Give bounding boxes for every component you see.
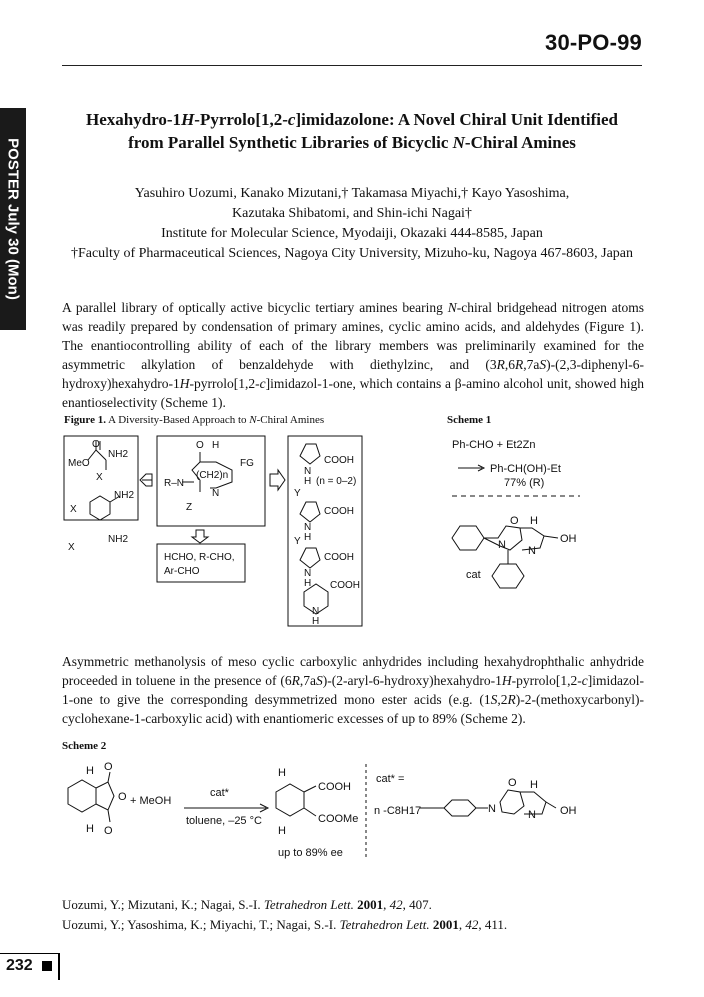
scheme1-h: H xyxy=(530,515,538,527)
cyc-n-4: N xyxy=(312,606,320,617)
figure-1-caption: Figure 1. A Diversity-Based Approach to N-Chiral Amines xyxy=(64,414,325,426)
scheme-2-label: Scheme 2 xyxy=(62,740,107,752)
cyc-cooh-1: COOH xyxy=(324,455,354,466)
aniline-nh2: NH2 xyxy=(114,490,135,501)
s2-cooh: COOH xyxy=(318,781,351,793)
s2-h-product-top: H xyxy=(278,767,286,779)
s2-h-cat: H xyxy=(530,779,538,791)
cyc-cooh-2: COOH xyxy=(324,506,354,517)
core-o: O xyxy=(196,440,204,451)
cyc-cooh-3: COOH xyxy=(324,552,354,563)
aniline-x: X xyxy=(70,504,77,515)
cyc-y-3: Y xyxy=(294,536,301,547)
paper-title xyxy=(40,108,664,154)
cyc-h-1: H xyxy=(304,476,312,487)
abstract-paragraph-2: Asymmetric methanolysis of meso cyclic carboxylic anhydrides including hexahydrophthalic anhydride proceeded in toluene in the presence of (6R,7aS)-(2-aryl-6-hydroxy)hexahydro-1H-pyrrolo[1,2-c]imidazol-1-one to give the corresponding desymmetrized mono ester acids (e.g. (1S,2R)-2-(methoxycarbonyl)-cyclohexane-1-carboxylic acid) with enantiomeric excesses of up to 89% (Scheme 2). xyxy=(62,654,644,726)
s2-h-bottom: H xyxy=(86,823,94,835)
session-sidebar xyxy=(0,108,26,330)
cyc-h-4: H xyxy=(312,616,320,627)
cyc-n-2: N xyxy=(304,522,312,533)
reference-item: Uozumi, Y.; Yasoshima, K.; Miyachi, T.; Nagai, S.-I. Tetrahedron Lett. 2001, 42, 411. xyxy=(62,917,508,932)
scheme1-product: Ph-CH(OH)-Et xyxy=(490,463,561,475)
figure-1-graphic xyxy=(0,430,704,630)
page-number: 232 xyxy=(6,957,33,974)
s2-coome: COOMe xyxy=(318,813,359,825)
cyc-y-2: Y xyxy=(294,488,301,499)
aa-nh2: NH2 xyxy=(108,449,129,460)
amine-nh2: NH2 xyxy=(108,534,129,545)
scheme-2-graphic xyxy=(0,752,704,872)
scheme1-reactants: Ph-CHO + Et2Zn xyxy=(452,439,536,451)
cyc-h-3: H xyxy=(304,578,312,589)
s2-cat-eq: cat* = xyxy=(376,773,405,785)
amine-x: X xyxy=(68,542,75,553)
s2-o-top: O xyxy=(104,761,113,773)
scheme1-oh: OH xyxy=(560,533,577,545)
cyc-n-range: (n = 0–2) xyxy=(316,476,357,487)
s2-n2: N xyxy=(528,809,536,821)
s2-o-ring: O xyxy=(118,791,127,803)
s2-h-product-bottom: H xyxy=(278,825,286,837)
core-h: H xyxy=(212,440,220,451)
core-fg: FG xyxy=(240,458,254,469)
author-line-1: Yasuhiro Uozumi, Kanako Mizutani,† Takamasa Miyachi,† Kayo Yasoshima, xyxy=(134,186,570,201)
s2-o-cat: O xyxy=(508,777,517,789)
cyc-n-3: N xyxy=(304,568,312,579)
s2-alkyl: n -C8H17 xyxy=(374,805,422,817)
abstract-paragraph-1: A parallel library of optically active bicyclic tertiary amines bearing N-chiral bridgehead nitrogen atoms was readily prepared by condensation of primary amines, cyclic amino acids, and aldehydes (Figure 1). The enantiocontrolling ability of each of the library members was preliminarily examined for the asymmetric alkylation of benzaldehyde with diethylzinc, and (3R,6R,7aS)-(2,3-diphenyl-6-hydroxy)hexahydro-1H-pyrrolo[1,2-c]imidazol-1-one, which contains a β-amino alcohol unit, showed high enantioselectivity (Scheme 1). xyxy=(62,300,644,410)
cyc-cooh-4: COOH xyxy=(330,580,360,591)
poster-code: 30-PO-99 xyxy=(545,30,642,55)
cyc-n-1: N xyxy=(304,466,312,477)
s2-h-top: H xyxy=(86,765,94,777)
core-rn: R–N xyxy=(164,478,185,489)
s2-o-bottom: O xyxy=(104,825,113,837)
aa-o: O xyxy=(92,439,100,450)
header-rule xyxy=(62,65,642,66)
s2-cat: cat* xyxy=(210,787,229,799)
aa-meo: MeO xyxy=(68,458,90,469)
s2-oh: OH xyxy=(560,805,577,817)
title-line-2: from Parallel Synthetic Libraries of Bicyclic N-Chiral Amines xyxy=(128,133,576,152)
scheme1-o: O xyxy=(510,515,519,527)
s2-conditions: toluene, –25 °C xyxy=(186,815,262,827)
aa-x: X xyxy=(96,472,103,483)
core-n: N xyxy=(212,488,220,499)
cyc-h-2: H xyxy=(304,532,312,543)
affiliation-1: Institute for Molecular Science, Myodaiji, Okazaki 444-8585, Japan xyxy=(161,226,543,241)
scheme1-cat: cat xyxy=(466,569,481,581)
s2-plus-meoh: + MeOH xyxy=(130,795,172,807)
sidebar-label: POSTER July 30 (Mon) xyxy=(4,138,22,300)
scheme1-n2: N xyxy=(528,545,536,557)
s2-ee: up to 89% ee xyxy=(278,847,343,859)
scheme1-n1: N xyxy=(498,539,506,551)
scheme-1-label: Scheme 1 xyxy=(447,414,492,426)
author-line-2: Kazutaka Shibatomi, and Shin-ichi Nagai† xyxy=(232,206,472,221)
core-z: Z xyxy=(186,502,193,513)
core-ch2n: (CH2)n xyxy=(196,470,229,481)
scheme1-yield: 77% (R) xyxy=(504,477,545,489)
references xyxy=(62,895,507,935)
page-marker-square xyxy=(42,961,52,971)
aldehyde-line-1: HCHO, R-CHO, xyxy=(164,552,235,563)
aldehyde-line-2: Ar-CHO xyxy=(164,566,200,577)
author-block xyxy=(40,184,664,264)
reference-item: Uozumi, Y.; Mizutani, K.; Nagai, S.-I. Tetrahedron Lett. 2001, 42, 407. xyxy=(62,897,432,912)
affiliation-2: †Faculty of Pharmaceutical Sciences, Nagoya City University, Mizuho-ku, Nagoya 467-8603, Japan xyxy=(70,246,634,261)
title-line-1: Hexahydro-1H-Pyrrolo[1,2-c]imidazolone: A Novel Chiral Unit Identified xyxy=(85,110,618,129)
s2-n1: N xyxy=(488,803,496,815)
